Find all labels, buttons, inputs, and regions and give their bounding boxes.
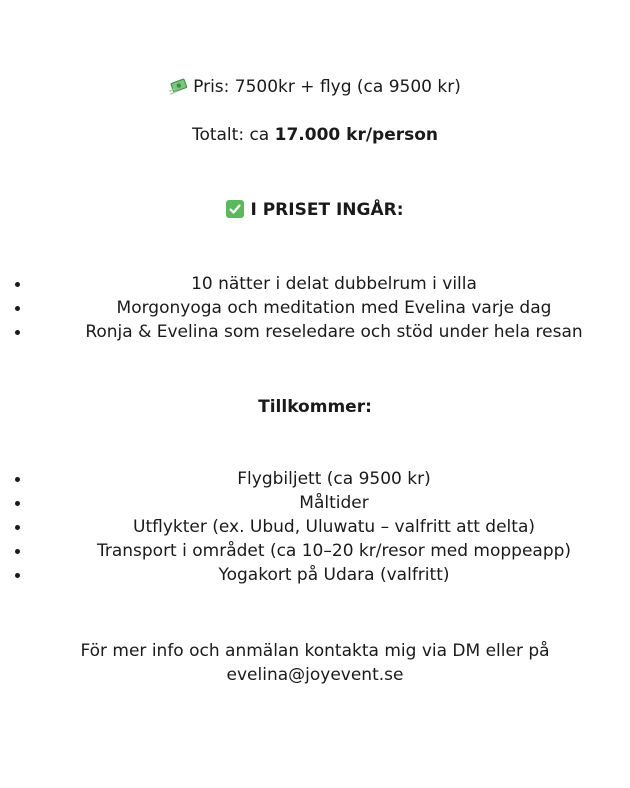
total-amount: 17.000 kr/person xyxy=(274,125,439,145)
bullet-icon xyxy=(15,573,20,578)
bullet-icon xyxy=(15,330,20,335)
total-prefix: Totalt: ca xyxy=(191,125,275,145)
list-item xyxy=(0,491,630,515)
contact-email[interactable]: evelina@joyevent.se xyxy=(226,665,404,685)
list-item xyxy=(0,272,630,296)
bullet-icon xyxy=(15,306,20,311)
extra-heading xyxy=(0,395,630,419)
list-item-text: Ronja & Evelina som reseledare och stöd under hela resan xyxy=(85,322,583,342)
bullet-icon xyxy=(15,282,20,287)
extra-heading-text: Tillkommer: xyxy=(258,397,372,417)
list-item-text: Yogakort på Udara (valfritt) xyxy=(218,565,450,585)
list-item xyxy=(0,296,630,320)
bullet-icon xyxy=(15,477,20,482)
contact-line-2 xyxy=(0,663,630,687)
list-item-text: 10 nätter i delat dubbelrum i villa xyxy=(191,274,477,294)
money-with-wings-icon xyxy=(169,77,189,95)
extra-list xyxy=(0,467,630,587)
included-heading xyxy=(0,198,630,222)
contact-text: För mer info och anmälan kontakta mig via DM eller på xyxy=(80,641,550,661)
list-item-text: Utflykter (ex. Ubud, Uluwatu – valfritt att delta) xyxy=(133,517,535,537)
check-mark-icon xyxy=(226,200,244,218)
bullet-icon xyxy=(15,501,20,506)
list-item-text: Morgonyoga och meditation med Evelina varje dag xyxy=(116,298,552,318)
contact-line-1 xyxy=(0,639,630,663)
list-item xyxy=(0,563,630,587)
list-item xyxy=(0,467,630,491)
list-item xyxy=(0,539,630,563)
total-line xyxy=(0,123,630,147)
list-item-text: Måltider xyxy=(299,493,369,513)
list-item xyxy=(0,320,630,344)
price-text: Pris: 7500kr + flyg (ca 9500 kr) xyxy=(193,77,461,97)
bullet-icon xyxy=(15,549,20,554)
included-list xyxy=(0,272,630,344)
included-heading-text: I PRISET INGÅR: xyxy=(250,200,404,220)
price-line xyxy=(0,75,630,99)
list-item xyxy=(0,515,630,539)
bullet-icon xyxy=(15,525,20,530)
list-item-text: Transport i området (ca 10–20 kr/resor med moppeapp) xyxy=(96,541,572,561)
list-item-text: Flygbiljett (ca 9500 kr) xyxy=(237,469,431,489)
